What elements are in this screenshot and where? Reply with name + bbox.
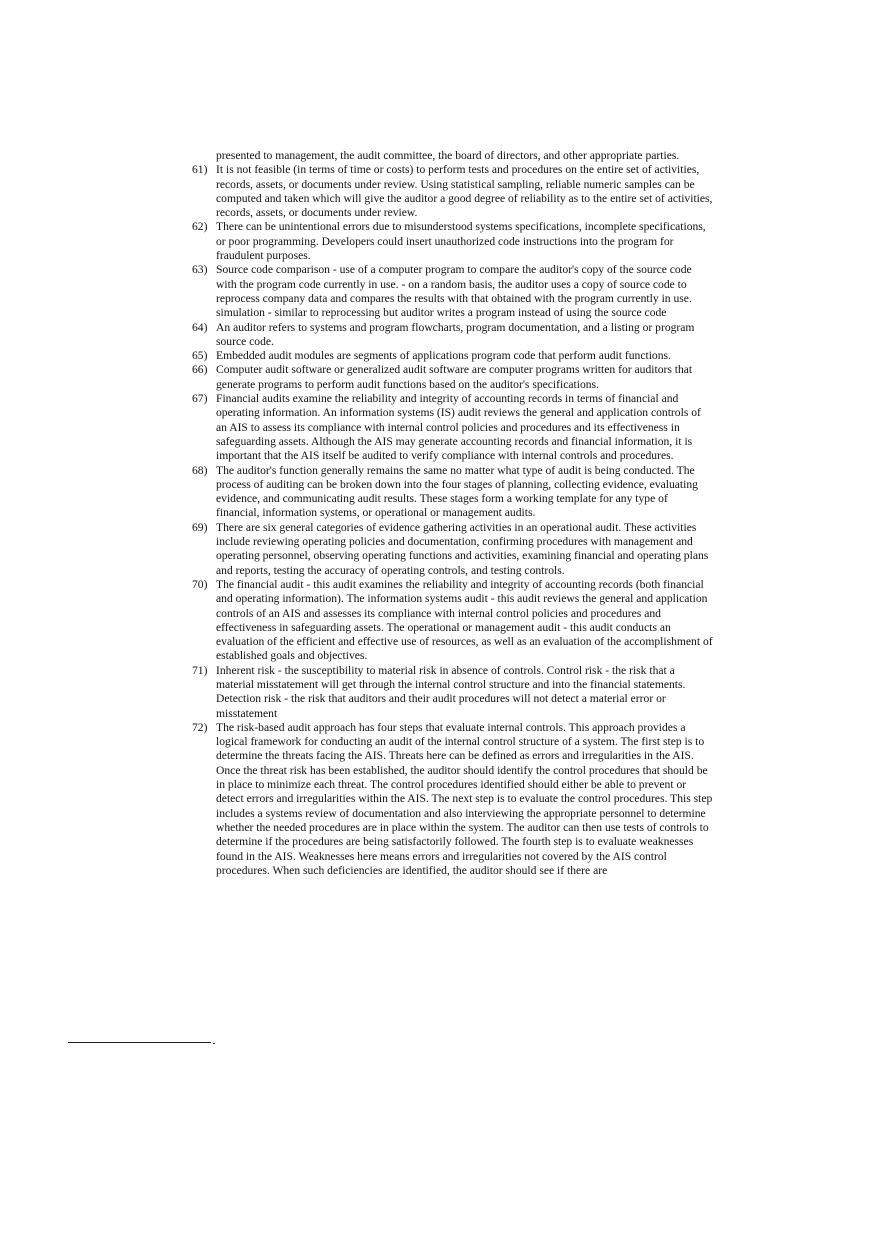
item-number: 63) xyxy=(192,263,208,277)
item-number: 61) xyxy=(192,163,208,177)
item-number: 69) xyxy=(192,520,208,534)
continued-answer-text: presented to management, the audit committee, the board of directors, and other appropriate parties. xyxy=(216,149,680,162)
item-number: 67) xyxy=(192,392,208,406)
footnote-separator xyxy=(68,1042,211,1043)
list-item xyxy=(192,163,714,220)
list-item xyxy=(192,321,714,350)
item-text: The financial audit - this audit examines the reliability and integrity of accounting records (both financial and operating information). The information systems audit - this audit reviews the general and application controls of an AIS and assesses its compliance with internal control policies and procedures and effectiveness in safeguarding assets. The operational or management audit - this audit conducts an evaluation of the efficient and effective use of resources, as well as an evaluation of the accomplishment of established goals and objectives. xyxy=(216,577,713,663)
list-item xyxy=(192,263,714,320)
list-item xyxy=(192,721,714,878)
list-item xyxy=(192,464,714,521)
item-text: Inherent risk - the susceptibility to material risk in absence of controls. Control risk - the risk that a material misstatement will get through the internal control structure and into the financial statements. Detection risk - the risk that auditors and their audit procedures will not detect a material error or misstatement xyxy=(216,663,686,720)
item-number: 72) xyxy=(192,720,208,734)
list-item xyxy=(192,578,714,664)
item-text: Computer audit software or generalized audit software are computer programs written for auditors that generate programs to perform audit functions based on the auditor's specifications. xyxy=(216,363,693,391)
item-number: 70) xyxy=(192,577,208,591)
item-number: 66) xyxy=(192,363,208,377)
item-text: Source code comparison - use of a computer program to compare the auditor's copy of the source code with the program code currently in use. - on a random basis, the auditor uses a copy of source code to reprocess company data and compares the results with that obtained with the program currently in use. simulation - similar to reprocessing but auditor writes a program instead of using the source code xyxy=(216,263,692,320)
item-text: An auditor refers to systems and program flowcharts, program documentation, and a listing or program source code. xyxy=(216,320,695,348)
item-text: The auditor's function generally remains the same no matter what type of audit is being conducted. The process of auditing can be broken down into the four stages of planning, collecting evidence, evaluating evidence, and communicating audit results. These stages form a working template for any type of financial, information systems, or operational or management audits. xyxy=(216,463,698,520)
answer-list-section xyxy=(192,149,714,878)
item-number: 68) xyxy=(192,463,208,477)
item-number: 65) xyxy=(192,349,208,363)
numbered-answer-list xyxy=(192,163,714,878)
item-text: Financial audits examine the reliability and integrity of accounting records in terms of financial and operating information. An information systems (IS) audit reviews the general and application controls of an AIS to assess its compliance with internal control policies and procedures and its effectiveness in safeguarding assets. Although the AIS may generate accounting records and financial information, it is important that the AIS itself be audited to verify compliance with internal controls and procedures. xyxy=(216,392,701,463)
list-item xyxy=(192,220,714,263)
list-item xyxy=(192,392,714,463)
list-item xyxy=(192,363,714,392)
item-text: It is not feasible (in terms of time or costs) to perform tests and procedures on the entire set of activities, records, assets, or documents under review. Using statistical sampling, reliable numeric samples can be computed and taken which will give the auditor a good degree of reliability as to the entire set of activities, records, assets, or documents under review. xyxy=(216,163,713,220)
list-item xyxy=(192,349,714,363)
item-text: There are six general categories of evidence gathering activities in an operational audit. These activities include reviewing operating policies and documentation, confirming procedures with management and operating personnel, observing operating functions and activities, examining financial and operating plans and reports, testing the accuracy of operating controls, and testing controls. xyxy=(216,520,709,577)
item-text: The risk-based audit approach has four steps that evaluate internal controls. This approach provides a logical framework for conducting an audit of the internal control structure of a system. The first step is to determine the threats facing the AIS. Threats here can be defined as errors and irregularities in the AIS. Once the threat risk has been established, the auditor should identify the control procedures that should be in place to minimize each threat. The control procedures identified should either be able to prevent or detect errors and irregularities within the AIS. The next step is to evaluate the control procedures. This step includes a systems review of documentation and also interviewing the appropriate personnel to determine whether the needed procedures are in place within the system. The auditor can then use tests of controls to determine if the procedures are being satisfactorily followed. The fourth step is to evaluate weaknesses found in the AIS. Weaknesses here means errors and irregularities not covered by the AIS control procedures. When such deficiencies are identified, the auditor should see if there are xyxy=(216,720,713,877)
item-number: 64) xyxy=(192,320,208,334)
item-text: Embedded audit modules are segments of applications program code that perform audit functions. xyxy=(216,349,671,363)
item-text: There can be unintentional errors due to misunderstood systems specifications, incomplete specifications, or poor programming. Developers could insert unauthorized code instructions into the program for fraudulent purposes. xyxy=(216,220,706,263)
item-number: 71) xyxy=(192,663,208,677)
item-number: 62) xyxy=(192,220,208,234)
list-item xyxy=(192,521,714,578)
list-item xyxy=(192,664,714,721)
